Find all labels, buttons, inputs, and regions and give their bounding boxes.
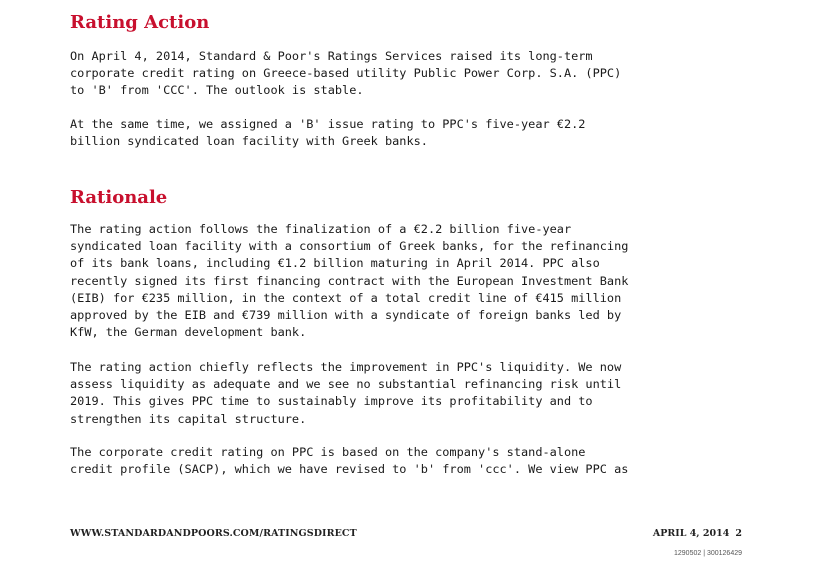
- rationale-heading: Rationale: [70, 187, 168, 208]
- rating-action-paragraph: At the same time, we assigned a 'B' issue rating to PPC's five-year €2.2 billion syndicated loan facility with Greek banks.: [70, 117, 586, 149]
- rationale-paragraph: The rating action chiefly reflects the improvement in PPC's liquidity. We now assess liquidity as adequate and we see no substantial refinancing risk until 2019. This gives PPC time to sustainably improve its profitability and to strengthen its capital structure.: [70, 360, 622, 426]
- rationale-paragraph: The corporate credit rating on PPC is based on the company's stand-alone credit profile (SACP), which we have revised to 'b' from 'ccc'. We view PPC as: [70, 445, 629, 477]
- document-ids: 1290502 | 300126429: [674, 550, 742, 557]
- rationale-paragraph: The rating action follows the finalization of a €2.2 billion five-year syndicated loan facility with a consortium of Greek banks, for the refinancing of its bank loans, including €1.2 billion maturing in April 2014. PPC also recently signed its first financing contract with the European Investment Bank (EIB) for €235 million, in the context of a total credit line of €415 million approved by the EIB and €739 million with a syndicate of foreign banks led by KfW, the German development bank.: [70, 222, 629, 340]
- footer-url-link[interactable]: WWW.STANDARDANDPOORS.COM/RATINGSDIRECT: [70, 528, 357, 539]
- footer-date-page: [653, 528, 742, 539]
- page-number: 2: [735, 528, 742, 539]
- rating-action-paragraph: On April 4, 2014, Standard & Poor's Ratings Services raised its long-term corporate credit rating on Greece-based utility Public Power Corp. S.A. (PPC) to 'B' from 'CCC'. The outlook is stable.: [70, 49, 622, 98]
- footer-date: APRIL 4, 2014: [652, 528, 730, 539]
- rating-action-heading: Rating Action: [70, 12, 210, 33]
